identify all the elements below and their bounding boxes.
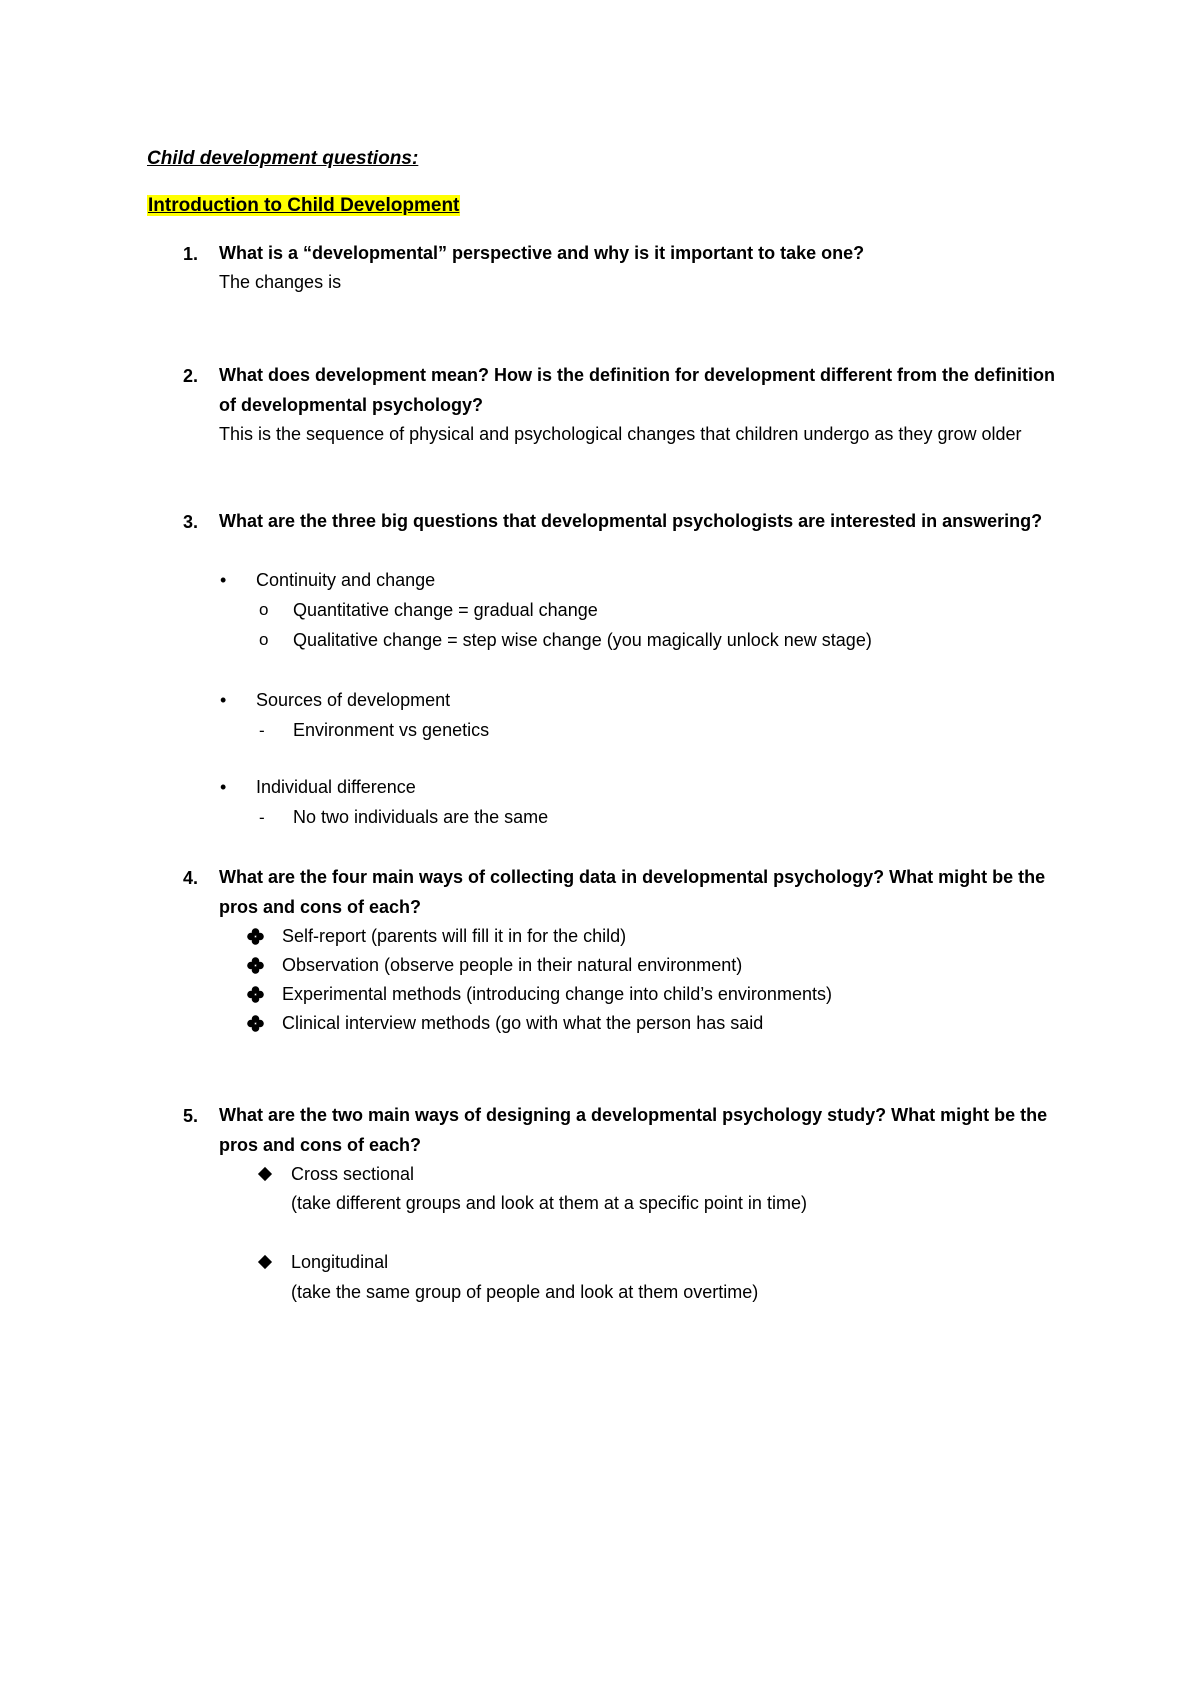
sub-bullet-marker: o [259, 630, 269, 649]
document-title: Child development questions: [147, 148, 419, 169]
question-text: What is a “developmental” perspective and why is it important to take one? [219, 243, 865, 263]
diamond-bullet-icon [258, 1255, 272, 1269]
bullet-note: (take different groups and look at them at a specific point in time) [291, 1193, 807, 1213]
question-text: What are the four main ways of collecting data in developmental psychology? What might be the pros and cons of each? [219, 867, 1046, 917]
sub-bullet-item: Qualitative change = step wise change (you magically unlock new stage) [293, 630, 872, 650]
clover-bullet-icon [247, 957, 264, 974]
bullet-icon: • [220, 570, 227, 590]
bullet-icon: • [220, 777, 227, 797]
question-number: 3. [183, 512, 199, 532]
question-number: 1. [183, 244, 199, 264]
sub-bullet-item: No two individuals are the same [293, 807, 549, 827]
bullet-item: Observation (observe people in their natural environment) [282, 955, 743, 975]
bullet-item: Cross sectional [291, 1164, 415, 1184]
bullet-item: Self-report (parents will fill it in for the child) [282, 926, 627, 946]
dash-marker: - [259, 721, 265, 740]
bullet-item: Clinical interview methods (go with what the person has said [282, 1013, 764, 1033]
bullet-item: Individual difference [256, 777, 416, 797]
clover-bullet-icon [247, 986, 264, 1003]
sub-bullet-item: Environment vs genetics [293, 720, 490, 740]
sub-bullet-marker: o [259, 600, 269, 619]
question-number: 4. [183, 868, 199, 888]
bullet-icon: • [220, 690, 227, 710]
bullet-note: (take the same group of people and look at them overtime) [291, 1282, 759, 1302]
answer-text: The changes is [219, 272, 342, 292]
question-text: What are the three big questions that developmental psychologists are interested in answering? [219, 511, 1043, 531]
question-text: What does development mean? How is the definition for development different from the definition of developmental psychology? [219, 365, 1056, 415]
section-heading-text: Introduction to Child Development [148, 195, 460, 216]
question-number: 5. [183, 1106, 199, 1126]
bullet-item: Sources of development [256, 690, 451, 710]
question-number: 2. [183, 366, 199, 386]
clover-bullet-icon [247, 928, 264, 945]
diamond-bullet-icon [258, 1167, 272, 1181]
section-heading [147, 194, 460, 218]
clover-bullet-icon [247, 1015, 264, 1032]
bullet-item: Experimental methods (introducing change into child’s environments) [282, 984, 832, 1004]
bullet-item: Longitudinal [291, 1252, 389, 1272]
sub-bullet-item: Quantitative change = gradual change [293, 600, 598, 620]
question-text: What are the two main ways of designing a developmental psychology study? What might be the pros and cons of each? [219, 1105, 1048, 1155]
answer-text: This is the sequence of physical and psychological changes that children undergo as they grow older [219, 424, 1022, 444]
dash-marker: - [259, 808, 265, 827]
bullet-item: Continuity and change [256, 570, 436, 590]
